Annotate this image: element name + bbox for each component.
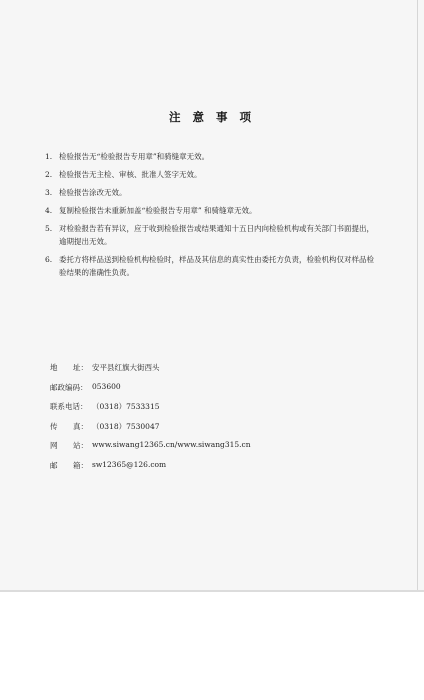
- note-text: 复制检验报告未重新加盖“检验报告专用章” 和骑缝章无效。: [59, 206, 257, 215]
- note-number: 5.: [45, 224, 53, 233]
- note-text: 委托方将样品送到检验机构检验时，样品及其信息的真实性由委托方负责，检验机构仅对样品检验结果的准确性负责。: [59, 255, 374, 277]
- note-item-1: [43, 150, 378, 163]
- email-value: sw12365@126.com: [92, 459, 167, 469]
- note-number: 4.: [45, 206, 53, 215]
- address-label: [50, 362, 88, 373]
- contact-row-phone: [50, 401, 380, 421]
- contact-row-website: [50, 440, 380, 460]
- fax-label-char: 真：: [73, 421, 88, 431]
- note-text: 检验报告无主检、审核、批准人签字无效。: [59, 170, 202, 179]
- fax-label-char: 传: [50, 421, 58, 431]
- note-number: 1.: [45, 152, 53, 161]
- email-label-char: 箱：: [73, 460, 88, 470]
- contact-row-fax: [50, 421, 380, 441]
- address-label-char: 址：: [73, 363, 88, 372]
- page-edge-bottom: [0, 590, 424, 592]
- note-item-3: [43, 186, 378, 199]
- note-number: 3.: [45, 188, 53, 197]
- note-item-2: [43, 168, 378, 181]
- page-edge-right: [417, 0, 418, 592]
- phone-value: （0318）7533315: [92, 402, 160, 411]
- note-number: 2.: [45, 170, 53, 179]
- address-label-char: 地: [50, 363, 58, 372]
- fax-label: [50, 421, 88, 432]
- note-text: 检验报告无“检验报告专用章”和骑缝章无效。: [59, 152, 210, 161]
- fax-value: （0318）7530047: [92, 421, 160, 431]
- website-label-char: 网: [50, 441, 58, 450]
- email-label: [50, 460, 88, 471]
- contact-info: [50, 362, 380, 479]
- contact-row-postcode: [50, 382, 380, 402]
- website-label-char: 站：: [73, 441, 88, 450]
- note-item-4: [43, 204, 378, 217]
- contact-row-email: [50, 460, 380, 480]
- postcode-value: 053600: [92, 381, 121, 391]
- website-value: www.siwang12365.cn/www.siwang315.cn: [92, 440, 251, 449]
- note-item-6: [43, 253, 378, 279]
- phone-label: 联系电话：: [50, 402, 88, 411]
- contact-row-address: [50, 362, 380, 382]
- note-text: 对检验报告若有异议，应于收到检验报告或结果通知十五日内向检验机构或有关部门书面提出，逾期提出无效。: [59, 224, 374, 246]
- postcode-label: 邮政编码：: [50, 382, 88, 392]
- website-label: [50, 440, 88, 451]
- notes-list: [43, 150, 378, 284]
- note-number: 6.: [45, 255, 53, 264]
- note-text: 检验报告涂改无效。: [59, 188, 127, 197]
- address-value: 安平县红旗大街西头: [92, 363, 160, 372]
- page-title: 注 意 事 项: [168, 110, 255, 124]
- email-label-char: 邮: [50, 460, 58, 470]
- note-item-5: [43, 222, 378, 248]
